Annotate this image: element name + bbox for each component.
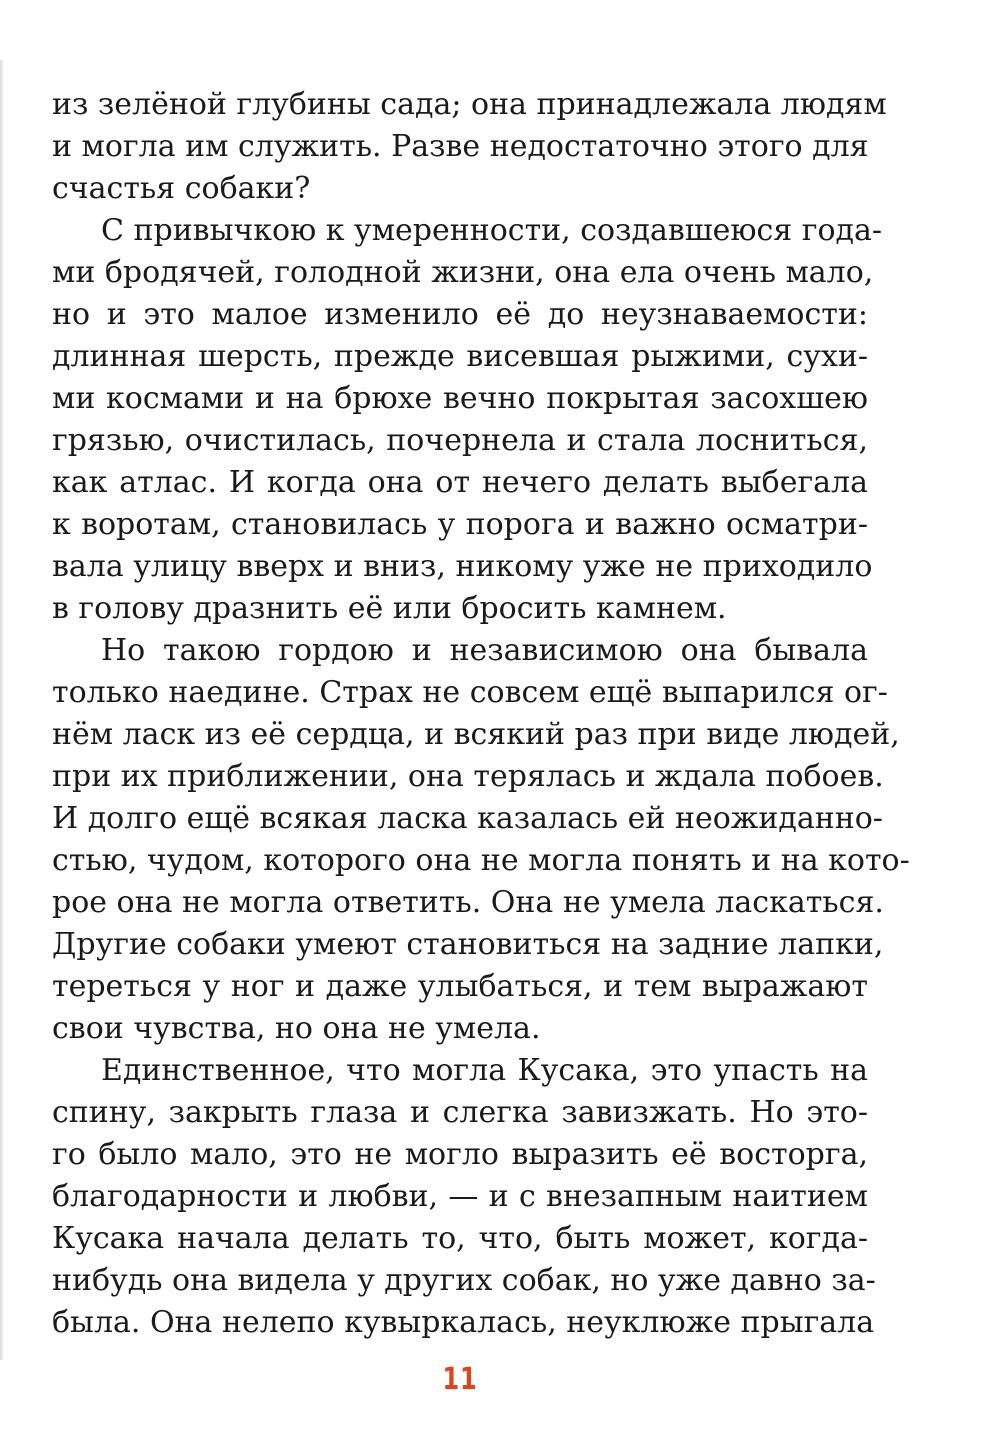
paragraph-3 [52, 630, 910, 1050]
text-line: ми космами и на брюхе вечно покрытая засохшею [52, 381, 868, 416]
text-line: в голову дразнить её или бросить камнем. [52, 591, 727, 626]
text-line: грязью, очистилась, почернела и стала лосниться, [52, 423, 868, 458]
text-line: Но такою гордою и независимою она бывала [101, 633, 868, 668]
text-line: И долго ещё всякая ласка казалась ей неожиданно- [52, 801, 883, 836]
text-line: но и это малое изменило её до неузнаваемости: [52, 297, 868, 332]
page-number: 11 [442, 1362, 478, 1397]
text-line: рое она не могла ответить. Она не умела ласкаться. [52, 885, 884, 920]
text-line: Кусака начала делать то, что, быть может, когда- [52, 1221, 868, 1256]
paragraph-1 [52, 84, 887, 210]
text-line: из зелёной глубины сада; она принадлежала людям [52, 87, 887, 122]
text-line: Другие собаки умеют становиться на задние лапки, [52, 927, 884, 962]
text-line: благодарности и любви, — и с внезапным наитием [52, 1179, 868, 1214]
text-line: как атлас. И когда она от нечего делать выбегала [52, 465, 868, 500]
text-line: свои чувства, но она не умела. [52, 1011, 541, 1046]
text-line: Единственное, что могла Кусака, это упасть на [101, 1053, 868, 1088]
page-edge-shadow [0, 60, 4, 1360]
text-line: нём ласк из её сердца, и всякий раз при виде людей, [52, 717, 900, 752]
text-line: при их приближении, она терялась и ждала побоев. [52, 759, 884, 794]
text-line: тереться у ног и даже улыбаться, и тем выражают [52, 969, 868, 1004]
text-line: и могла им служить. Разве недостаточно этого для [52, 129, 869, 164]
text-line: спину, закрыть глаза и слегка завизжать. Но это- [52, 1095, 868, 1130]
text-line: го было мало, это не могло выразить её восторга, [52, 1137, 868, 1172]
paragraph-4 [52, 1050, 876, 1344]
text-line: ми бродячей, голодной жизни, она ела очень мало, [52, 255, 874, 290]
text-line: только наедине. Страх не совсем ещё выпарился ог- [52, 675, 888, 710]
text-line: С привычкою к умеренности, создавшеюся года- [101, 213, 883, 248]
text-line: к воротам, становилась у порога и важно осматри- [52, 507, 868, 542]
text-line: нибудь она видела у других собак, но уже давно за- [52, 1263, 876, 1298]
text-line: длинная шерсть, прежде висевшая рыжими, сухи- [52, 339, 868, 374]
text-line: была. Она нелепо кувыркалась, неуклюже прыгала [52, 1305, 875, 1340]
body-text [52, 84, 910, 1344]
paragraph-2 [52, 210, 883, 630]
text-line: стью, чудом, которого она не могла понять и на кото- [52, 843, 910, 878]
text-line: вала улицу вверх и вниз, никому уже не приходило [52, 549, 873, 584]
text-line: счастья собаки? [52, 171, 311, 206]
